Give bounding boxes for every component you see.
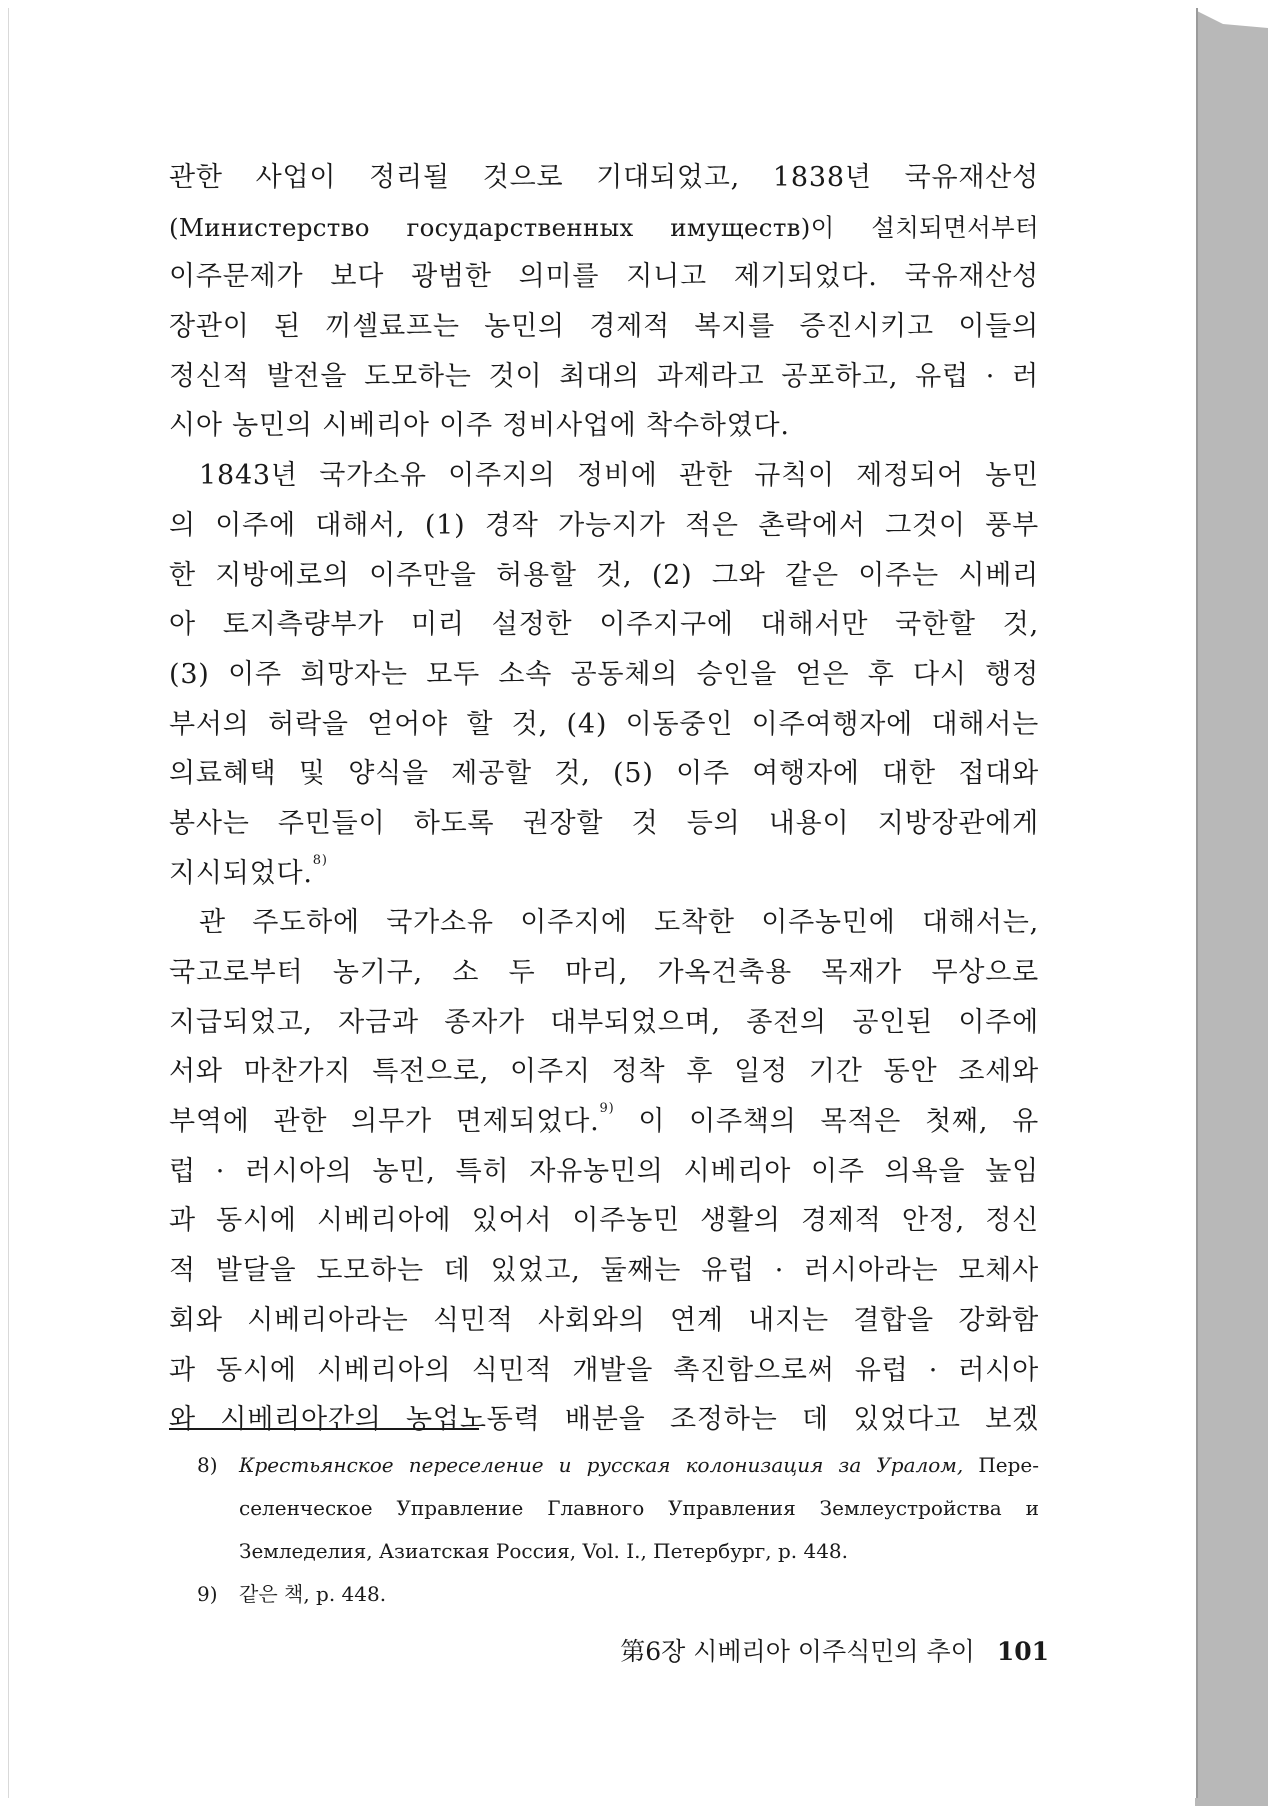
text-line: 의료혜택 및 양식을 제공할 것, (5) 이주 여행자에 대한 접대와 <box>169 758 1039 790</box>
footnote-ref-9[interactable]: 9) <box>599 1101 615 1117</box>
text-line: 의 이주에 대해서, (1) 경작 가능지가 적은 촌락에서 그것이 풍부 <box>169 509 1039 541</box>
text-line: 장관이 된 끼셀료프는 농민의 경제적 복지를 증진시키고 이들의 <box>169 311 1039 343</box>
text-line: (3) 이주 희망자는 모두 소속 공동체의 승인을 얻은 후 다시 행정 <box>169 658 1039 690</box>
footnote-8-line: селенческое Управление Главного Управления Землеустройства и <box>239 1496 1039 1520</box>
text-line: 이주문제가 보다 광범한 의미를 지니고 제기되었다. 국유재산성 <box>169 261 1039 293</box>
running-footer <box>569 1632 1049 1672</box>
text-line: 적 발달을 도모하는 데 있었고, 둘째는 유럽 · 러시아라는 모체사 <box>169 1255 1039 1287</box>
text-line <box>169 1097 1039 1147</box>
text-segment: 이 이주책의 목적은 첫째, 유 <box>614 1106 1039 1138</box>
text-line: 관한 사업이 정리될 것으로 기대되었고, 1838년 국유재산성 <box>169 162 1039 193</box>
text-line: 정신적 발전을 도모하는 것이 최대의 과제라고 공포하고, 유럽 · 러 <box>169 360 1039 392</box>
footnote-number: 9) <box>197 1582 218 1606</box>
footnote-8-line: Земледелия, Азиатская Россия, Vol. Ⅰ., Петербург, p. 448. <box>239 1539 849 1563</box>
footnotes <box>197 1444 1039 1616</box>
text-line: 한 지방에로의 이주만을 허용할 것, (2) 그와 같은 이주는 시베리 <box>169 559 1039 591</box>
chapter-title: 第6장 시베리아 이주식민의 추이 <box>620 1637 975 1666</box>
text-line: 회와 시베리아라는 식민적 사회와의 연계 내지는 결합을 강화함 <box>169 1304 1039 1336</box>
text-line: 럽 · 러시아의 농민, 특히 자유농민의 시베리아 이주 의욕을 높임 <box>169 1155 1039 1187</box>
text-line: 시아 농민의 시베리아 이주 정비사업에 착수하였다. <box>169 410 790 442</box>
footnote-ref-8[interactable]: 8) <box>312 852 328 868</box>
footnote-8 <box>197 1444 1039 1487</box>
text-segment: 지시되었다. <box>169 857 313 889</box>
book-page <box>8 8 1196 1798</box>
text-line: 1843년 국가소유 이주지의 정비에 관한 규칙이 제정되어 농민 <box>199 460 1039 492</box>
footnote-text: Пере- <box>963 1453 1040 1477</box>
text-line: (Министерство государственных имуществ)이 설치되면서부터 <box>169 212 1039 242</box>
text-line: 과 동시에 시베리아의 식민적 개발을 촉진함으로써 유럽 · 러시아 <box>169 1354 1039 1386</box>
text-segment: 부역에 관한 의무가 면제되었다. <box>169 1106 600 1138</box>
footnote-9 <box>197 1573 1039 1616</box>
footnote-title: Крестьянское переселение и русская колонизация за Уралом, <box>239 1453 964 1477</box>
page-number: 101 <box>996 1637 1049 1666</box>
book-page-edge <box>1195 0 1268 1806</box>
text-line: 국고로부터 농기구, 소 두 마리, 가옥건축용 목재가 무상으로 <box>169 957 1039 988</box>
text-line: 와 시베리아간의 농업노동력 배분을 조정하는 데 있었다고 보겠 <box>169 1404 1039 1436</box>
footnote-text: 같은 책, p. 448. <box>239 1582 387 1606</box>
text-line: 과 동시에 시베리아에 있어서 이주농민 생활의 경제적 안정, 정신 <box>169 1205 1039 1237</box>
text-line: 관 주도하에 국가소유 이주지에 도착한 이주농민에 대해서는, <box>199 907 1039 939</box>
text-line: 봉사는 주민들이 하도록 권장할 것 등의 내용이 지방장관에게 <box>169 807 1039 839</box>
footnote-number: 8) <box>197 1453 218 1477</box>
footnote-divider <box>169 1428 479 1430</box>
text-line: 지급되었고, 자금과 종자가 대부되었으며, 종전의 공인된 이주에 <box>169 1006 1039 1038</box>
text-line: 부서의 허락을 얻어야 할 것, (4) 이동중인 이주여행자에 대해서는 <box>169 708 1039 740</box>
text-line <box>169 849 1039 899</box>
text-line: 아 토지측량부가 미리 설정한 이주지구에 대해서만 국한할 것, <box>169 609 1039 641</box>
text-line: 서와 마찬가지 특전으로, 이주지 정착 후 일정 기간 동안 조세와 <box>169 1056 1039 1088</box>
main-text <box>169 153 1039 1445</box>
